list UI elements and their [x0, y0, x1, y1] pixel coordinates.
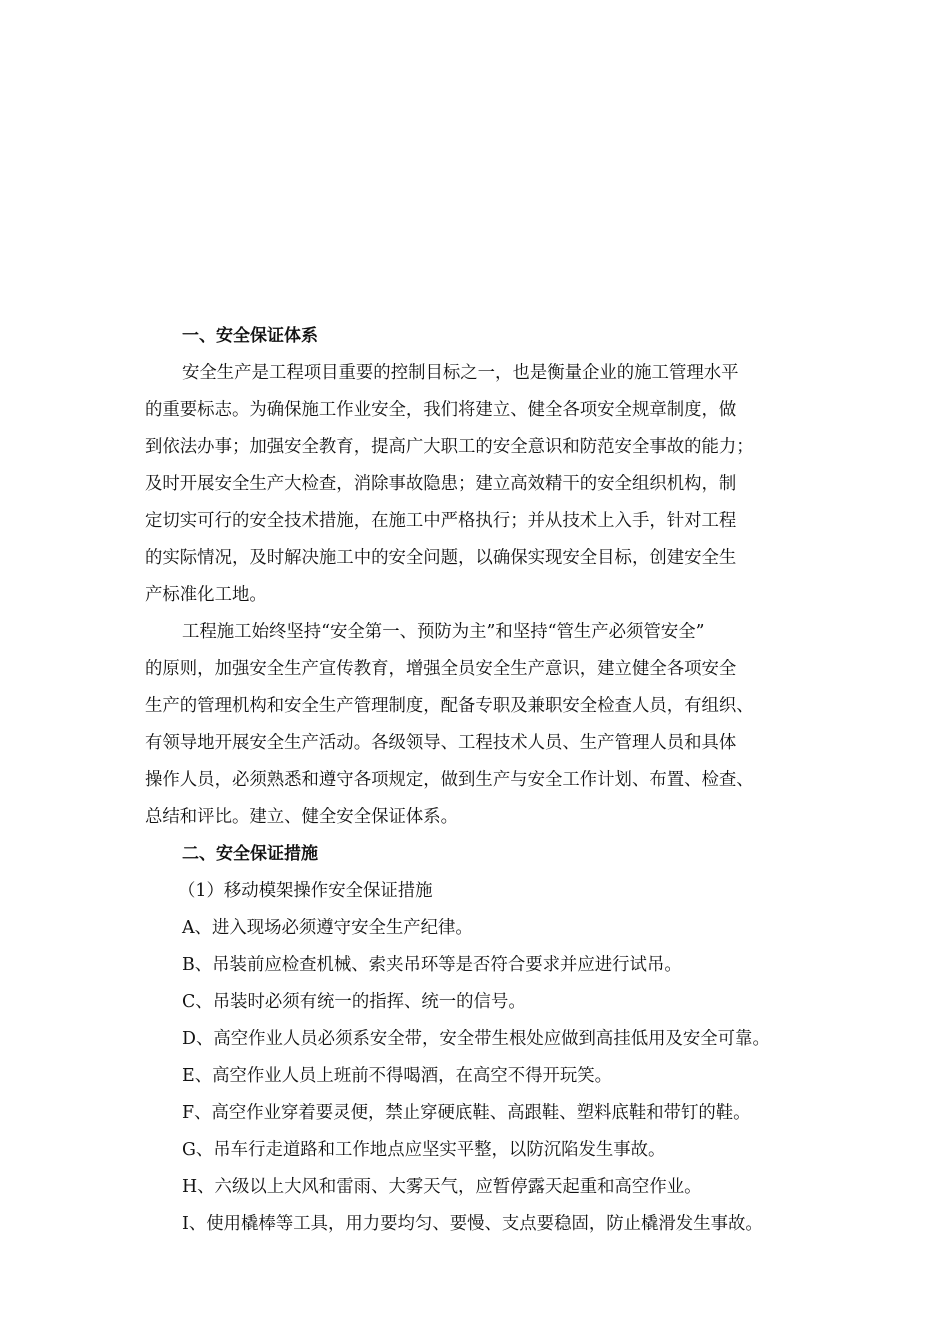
paragraph-line: 产标准化工地。 [145, 585, 267, 605]
paragraph-line: 安全生产是工程项目重要的控制目标之一，也是衡量企业的施工管理水平 [182, 363, 739, 383]
list-item: H、六级以上大风和雷雨、大雾天气，应暂停露天起重和高空作业。 [182, 1177, 702, 1197]
section-heading-safety-system: 一、安全保证体系 [182, 326, 318, 346]
list-item: B、吊装前应检查机械、索夹吊环等是否符合要求并应进行试吊。 [182, 955, 682, 975]
subsection-title: （1）移动模架操作安全保证措施 [178, 881, 433, 901]
list-item: D、高空作业人员必须系安全带，安全带生根处应做到高挂低用及安全可靠。 [182, 1029, 770, 1049]
list-item: E、高空作业人员上班前不得喝酒，在高空不得开玩笑。 [182, 1066, 613, 1086]
list-item: G、吊车行走道路和工作地点应坚实平整，以防沉陷发生事故。 [182, 1140, 666, 1160]
paragraph-line: 到依法办事；加强安全教育，提高广大职工的安全意识和防范安全事故的能力； [145, 437, 754, 457]
paragraph-line: 及时开展安全生产大检查，消除事故隐患；建立高效精干的安全组织机构，制 [145, 474, 737, 494]
paragraph-line: 操作人员，必须熟悉和遵守各项规定，做到生产与安全工作计划、布置、检查、 [145, 770, 754, 790]
section-heading-safety-measures: 二、安全保证措施 [182, 844, 318, 864]
paragraph-safety-production [145, 355, 825, 614]
list-item: F、高空作业穿着要灵便，禁止穿硬底鞋、高跟鞋、塑料底鞋和带钉的鞋。 [182, 1103, 751, 1123]
paragraph-line: 的重要标志。为确保施工作业安全，我们将建立、健全各项安全规章制度，做 [145, 400, 737, 420]
list-item: A、进入现场必须遵守安全生产纪律。 [182, 918, 473, 938]
list-item: I、使用橇棒等工具，用力要均匀、要慢、支点要稳固，防止橇滑发生事故。 [182, 1214, 763, 1234]
paragraph-safety-principles [145, 614, 825, 836]
paragraph-line: 生产的管理机构和安全生产管理制度，配备专职及兼职安全检查人员，有组织、 [145, 696, 754, 716]
paragraph-line: 定切实可行的安全技术措施，在施工中严格执行；并从技术上入手，针对工程 [145, 511, 737, 531]
paragraph-line: 工程施工始终坚持“安全第一、预防为主”和坚持“管生产必须管安全” [182, 622, 705, 642]
paragraph-line: 总结和评比。建立、健全安全保证体系。 [145, 807, 459, 827]
document-body [145, 318, 825, 1243]
list-item: C、吊装时必须有统一的指挥、统一的信号。 [182, 992, 526, 1012]
paragraph-line: 的实际情况，及时解决施工中的安全问题，以确保实现安全目标，创建安全生 [145, 548, 737, 568]
paragraph-line: 的原则，加强安全生产宣传教育，增强全员安全生产意识，建立健全各项安全 [145, 659, 737, 679]
paragraph-line: 有领导地开展安全生产活动。各级领导、工程技术人员、生产管理人员和具体 [145, 733, 737, 753]
